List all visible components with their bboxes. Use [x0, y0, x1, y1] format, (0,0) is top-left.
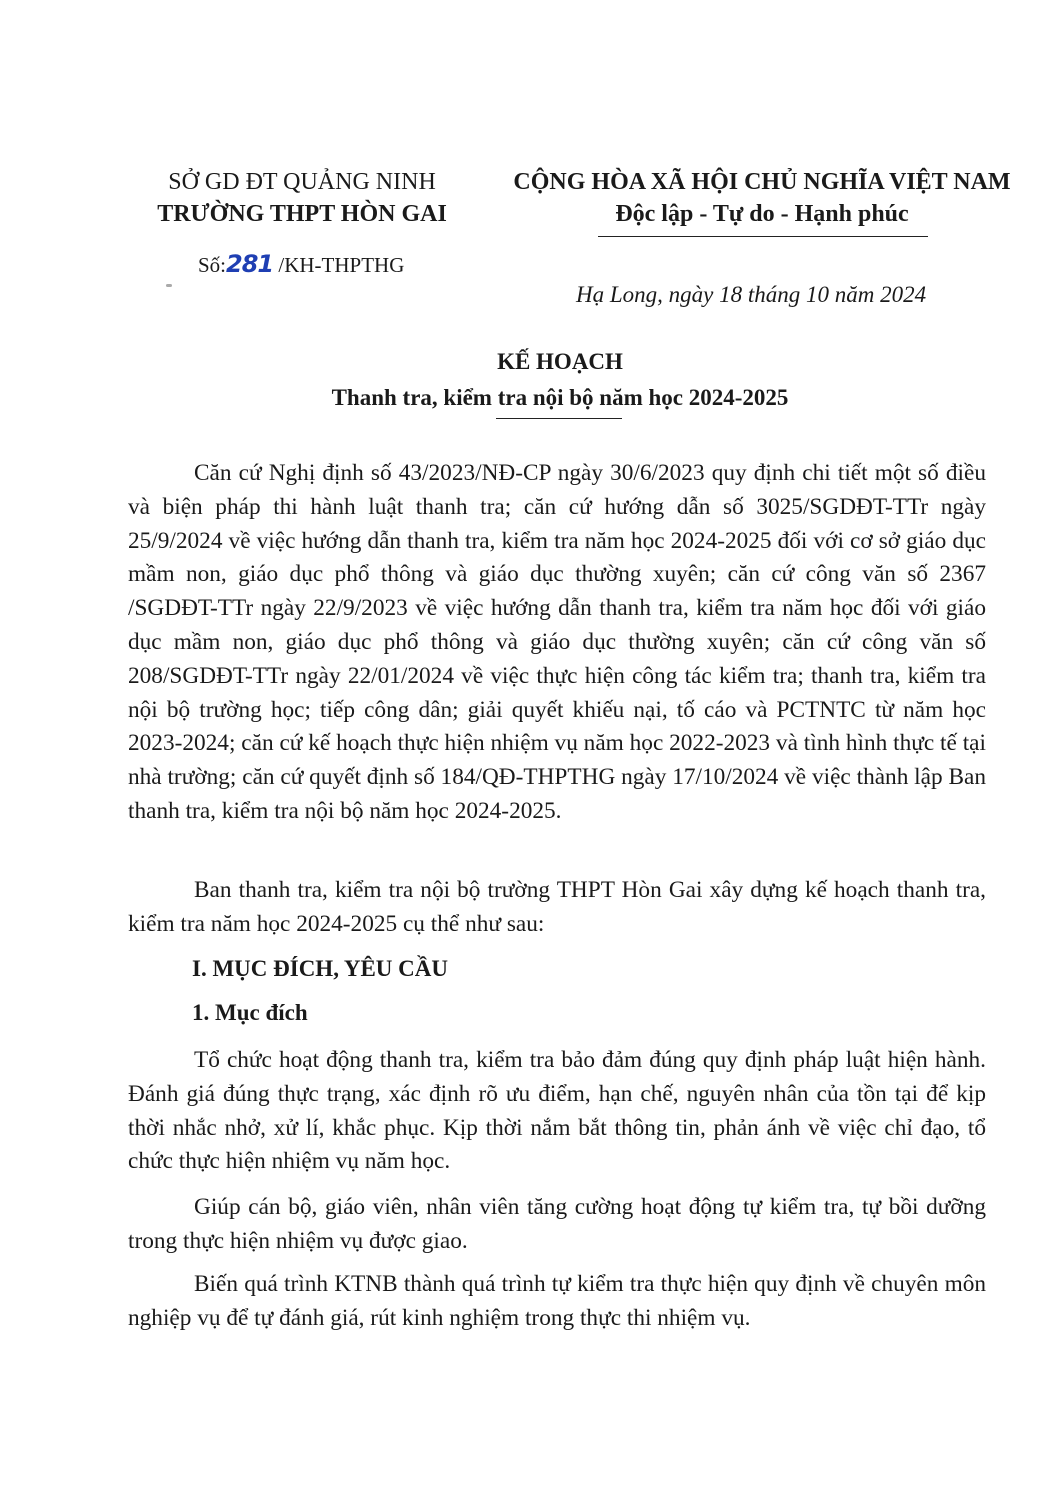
document-number-handwritten: 281	[226, 250, 274, 278]
paragraph-text: Căn cứ Nghị định số 43/2023/NĐ-CP ngày 30/6/2023 quy định chi tiết một số điều và biện pháp thi hành luật thanh tra; căn cứ hướng dẫn số 3025/SGDĐT-TTr ngày 25/9/2024 về việc hướng dẫn thanh tra, kiểm tra năm học 2024-2025 đối với cơ sở giáo dục mầm non, giáo dục phổ thông và giáo dục thường xuyên; căn cứ công văn số 2367 /SGDĐT-TTr ngày 22/9/2023 về việc hướng dẫn thanh tra, kiểm tra năm học đối với giáo dục mầm non, giáo dục phổ thông và giáo dục thường xuyên; căn cứ công văn số 208/SGDĐT-TTr ngày 22/01/2024 về việc thực hiện công tác kiểm tra; thanh tra, kiểm tra nội bộ trường học; tiếp công dân; giải quyết khiếu nại, tố cáo và PCTNTC từ năm học 2023-2024; căn cứ kế hoạch thực hiện nhiệm vụ năm học 2022-2023 và tình hình thực tế tại nhà trường; căn cứ quyết định số 184/QĐ-THPTHG ngày 17/10/2024 về việc thành lập Ban thanh tra, kiểm tra nội bộ năm học 2024-2025.	[128, 460, 986, 824]
scan-speck	[166, 284, 172, 287]
date-line: Hạ Long, ngày 18 tháng 10 năm 2024	[576, 282, 927, 307]
document-title: KẾ HOẠCH	[497, 349, 623, 374]
subsection-heading-purpose: 1. Mục đích	[192, 1000, 308, 1025]
title-underline	[496, 418, 622, 419]
document-number-prefix: Số:	[198, 253, 227, 277]
paragraph-text: Tổ chức hoạt động thanh tra, kiểm tra bảo đảm đúng quy định pháp luật hiện hành. Đánh giá đúng thực trạng, xác định rõ ưu điểm, hạn chế, nguyên nhân của tồn tại để kịp thời nhắc nhở, xử lí, khắc phục. Kịp thời nắm bắt thông tin, phản ánh về việc chỉ đạo, tổ chức thực hiện nhiệm vụ năm học.	[128, 1047, 986, 1175]
paragraph-text: Biến quá trình KTNB thành quá trình tự kiểm tra thực hiện quy định về chuyên môn nghiệp vụ để tự đánh giá, rút kinh nghiệm trong thực thi nhiệm vụ.	[128, 1271, 986, 1331]
paragraph-purpose-1	[128, 1044, 986, 1179]
issuer-department: SỞ GD ĐT QUẢNG NINH	[168, 169, 436, 195]
paragraph-purpose-3	[128, 1268, 986, 1336]
paragraph-intro	[128, 874, 986, 942]
document-number-suffix: /KH-THPTHG	[273, 253, 405, 277]
national-header	[486, 166, 1038, 230]
document-number	[198, 250, 404, 279]
national-motto: Độc lập - Tự do - Hạnh phúc	[615, 201, 909, 227]
national-title: CỘNG HÒA XÃ HỘI CHỦ NGHĨA VIỆT NAM	[513, 169, 1011, 195]
paragraph-legal-basis	[128, 457, 986, 829]
paragraph-text: Ban thanh tra, kiểm tra nội bộ trường THPT Hòn Gai xây dựng kế hoạch thanh tra, kiểm tra năm học 2024-2025 cụ thể như sau:	[128, 877, 986, 937]
paragraph-purpose-2	[128, 1191, 986, 1259]
motto-underline	[598, 236, 928, 237]
issuer-school: TRƯỜNG THPT HÒN GAI	[157, 201, 447, 227]
issuer-block	[132, 166, 472, 230]
paragraph-text: Giúp cán bộ, giáo viên, nhân viên tăng cường hoạt động tự kiểm tra, tự bồi dưỡng trong thực hiện nhiệm vụ được giao.	[128, 1194, 986, 1254]
section-heading-purpose-requirements: I. MỤC ĐÍCH, YÊU CẦU	[192, 956, 448, 981]
document-subtitle: Thanh tra, kiểm tra nội bộ năm học 2024-2025	[331, 385, 789, 410]
